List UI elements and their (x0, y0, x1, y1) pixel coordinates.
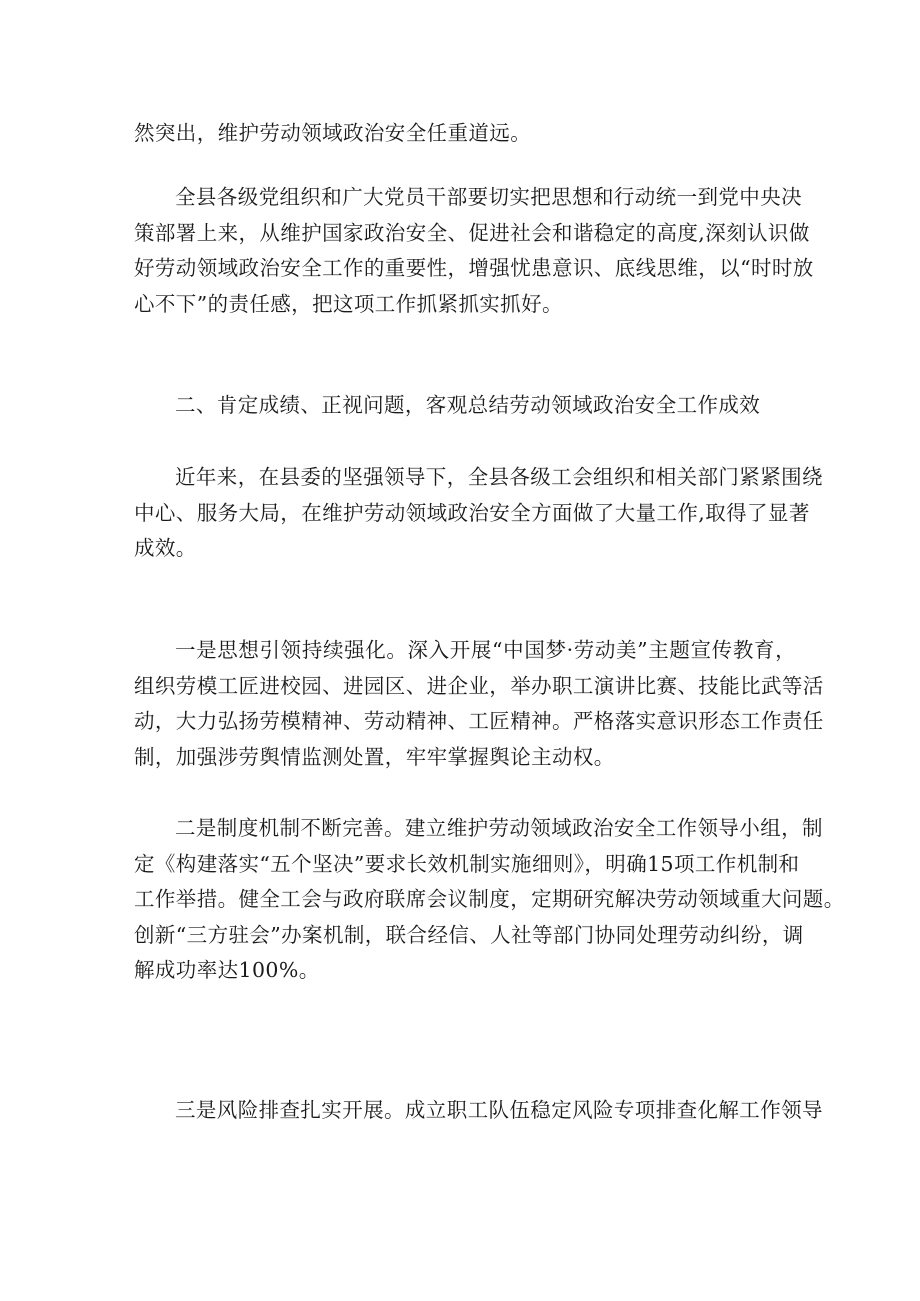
paragraph-line: 二、肯定成绩、正视问题，客观总结劳动领域政治安全工作成效 (175, 393, 761, 417)
paragraph-line: 组织劳模工匠进校园、进园区、进企业，举办职工演讲比赛、技能比武等活 (134, 673, 824, 698)
paragraph-line: 一是思想引领持续强化。深入开展“中国梦·劳动美”主题宣传教育， (175, 638, 796, 662)
paragraph-line: 近年来，在县委的坚强领导下，全县各级工会组织和相关部门紧紧围绕 (175, 465, 823, 489)
paragraph-line: 然突出，维护劳动领域政治安全任重道远。 (134, 121, 532, 145)
paragraph-line: 策部署上来，从维护国家政治安全、促进社会和谐稳定的高度,深刻认识做 (134, 220, 810, 245)
paragraph-line: 创新“三方驻会”办案机制，联合经信、人社等部门协同处理劳动纠纷，调 (134, 922, 804, 947)
paragraph-line: 定《构建落实“五个坚决”要求长效机制实施细则》，明确15项工作机制和 (134, 851, 800, 876)
paragraph-line: 动，大力弘扬劳模精神、劳动精神、工匠精神。严格落实意识形态工作责任 (134, 709, 824, 733)
paragraph-line: 三是风险排查扎实开展。成立职工队伍稳定风险专项排查化解工作领导 (175, 1098, 823, 1122)
paragraph (134, 388, 796, 424)
paragraph-line: 心不下”的责任感，把这项工作抓紧抓实抓好。 (134, 291, 563, 316)
paragraph-line: 解成功率达100%。 (134, 958, 320, 982)
paragraph (134, 116, 796, 152)
paragraph (134, 811, 845, 989)
paragraph (134, 460, 823, 567)
paragraph-line: 二是制度机制不断完善。建立维护劳动领域政治安全工作领导小组，制 (175, 816, 823, 840)
paragraph-line: 中心、服务大局，在维护劳动领域政治安全方面做了大量工作,取得了显著 (134, 500, 810, 525)
paragraph-line: 好劳动领域政治安全工作的重要性，增强忧患意识、底线思维，以“时时放 (134, 256, 814, 280)
paragraph (134, 1093, 823, 1129)
paragraph-line: 制，加强涉劳舆情监测处置，牢牢掌握舆论主动权。 (134, 744, 615, 769)
paragraph (134, 633, 824, 775)
paragraph-line: 工作举措。健全工会与政府联席会议制度，定期研究解决劳动领域重大问题。 (134, 887, 845, 911)
paragraph-line: 全县各级党组织和广大党员干部要切实把思想和行动统一到党中央决 (175, 185, 802, 209)
paragraph-line: 成效。 (134, 536, 197, 560)
paragraph (134, 180, 814, 322)
